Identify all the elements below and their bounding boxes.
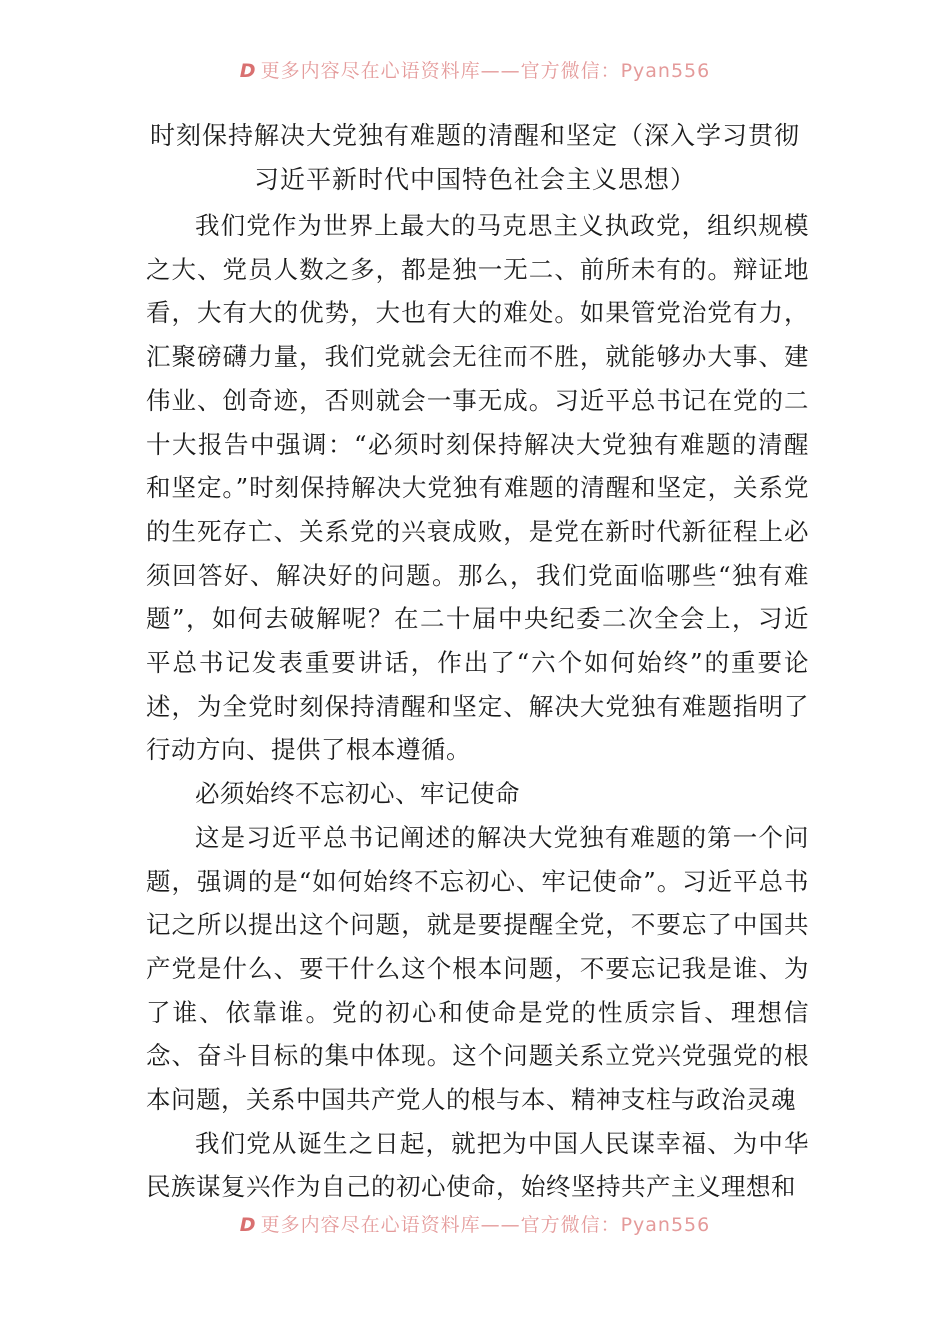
document-title-line-1: 时刻保持解决大党独有难题的清醒和坚定（深入学习贯彻: [149, 121, 800, 150]
paragraph: 我们党从诞生之日起，就把为中国人民谋幸福、为中华民族谋复兴作为自己的初心使命，始终坚持共产主义理想和: [146, 1128, 809, 1202]
watermark-logo-icon: D: [239, 1214, 257, 1236]
paragraph: 我们党作为世界上最大的马克思主义执政党，组织规模之大、党员人数之多，都是独一无二、前所未有的。辩证地看，大有大的优势，大也有大的难处。如果管党治党有力，汇聚磅礴力量，我们党就会无往而不胜，就能够办大事、建伟业、创奇迹，否则就会一事无成。习近平总书记在党的二十大报告中强调：“必须时刻保持解决大党独有难题的清醒和坚定。”时刻保持解决大党独有难题的清醒和坚定，关系党的生死存亡、关系党的兴衰成败，是党在新时代新征程上必须回答好、解决好的问题。那么，我们党面临哪些“独有难题”，如何去破解呢？在二十届中央纪委二次全会上，习近平总书记发表重要讲话，作出了“六个如何始终”的重要论述，为全党时刻保持清醒和坚定、解决大党独有难题指明了行动方向、提供了根本遵循。: [146, 211, 809, 765]
document-title-line-2: 习近平新时代中国特色社会主义思想）: [253, 165, 696, 194]
document-body: [146, 204, 809, 1209]
watermark-text: 更多内容尽在心语资料库——官方微信：Pyan556: [260, 60, 711, 82]
watermark-text: 更多内容尽在心语资料库——官方微信：Pyan556: [260, 1214, 711, 1236]
paragraph: 这是习近平总书记阐述的解决大党独有难题的第一个问题，强调的是“如何始终不忘初心、牢记使命”。习近平总书记之所以提出这个问题，就是要提醒全党，不要忘了中国共产党是什么、要干什么这个根本问题，不要忘记我是谁、为了谁、依靠谁。党的初心和使命是党的性质宗旨、理想信念、奋斗目标的集中体现。这个问题关系立党兴党强党的根本问题，关系中国共产党人的根与本、精神支柱与政治灵魂: [146, 822, 809, 1115]
section-heading: 必须始终不忘初心、牢记使命: [195, 779, 520, 809]
watermark-logo-icon: D: [239, 60, 257, 82]
watermark-header: [0, 56, 950, 82]
watermark-footer: [0, 1210, 950, 1236]
